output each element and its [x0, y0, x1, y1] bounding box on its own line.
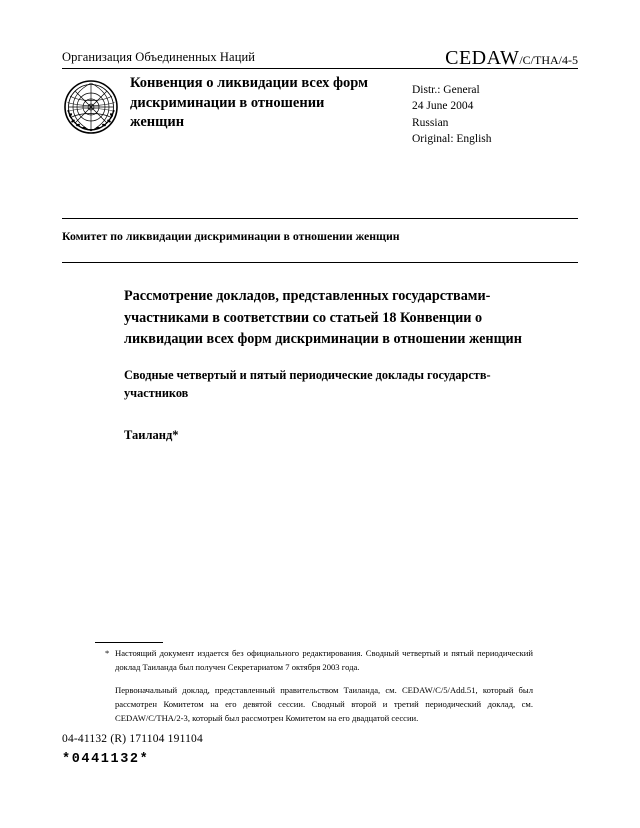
document-symbol	[445, 47, 578, 70]
distribution-line-3: Russian	[412, 116, 449, 129]
committee-divider-top	[62, 218, 578, 219]
committee-divider-bottom	[62, 262, 578, 263]
barcode-text: *0441132*	[62, 752, 150, 767]
distribution-line-4: Original: English	[412, 132, 492, 145]
footnote-marker: *	[105, 648, 110, 658]
footnote-paragraph-1-text: Настоящий документ издается без официального редактирования. Сводный четвертый и пятый периодический доклад Таиланда был получен Секретариатом 7 октября 2003 года.	[115, 648, 533, 672]
footnote-divider	[95, 642, 163, 643]
convention-title: Конвенция о ликвидации всех форм дискриминации в отношении женщин	[130, 75, 369, 131]
country-name: Таиланд*	[124, 428, 179, 442]
footnote-block	[105, 647, 533, 726]
document-symbol-suffix: /C/THA/4-5	[519, 53, 578, 67]
footnote-paragraph-1	[105, 647, 533, 675]
organization-name: Организация Объединенных Наций	[62, 50, 256, 64]
report-title: Рассмотрение докладов, представленных государствами-участниками в соответствии со статьей 18 Конвенции о ликвидации всех форм дискриминации в отношении женщин	[124, 288, 522, 348]
distribution-line-1: Distr.: General	[412, 84, 480, 96]
footnote-paragraph-2: Первоначальный доклад, представленный правительством Таиланда, см. CEDAW/C/5/Add.51, который был рассмотрен Комитетом на его девятой сессии. Сводный второй и третий периодический доклад, см. CEDAW/C/THA/2-3, который был рассмотрен Комитетом на его двадцатой сессии.	[115, 684, 533, 723]
job-number: 04-41132 (R) 171104 191104	[62, 733, 203, 745]
distribution-block	[412, 82, 492, 147]
document-symbol-main: CEDAW	[445, 47, 520, 69]
un-emblem-icon	[64, 80, 118, 134]
distribution-line-2: 24 June 2004	[412, 100, 474, 113]
header-divider-top	[62, 68, 578, 69]
committee-name: Комитет по ликвидации дискриминации в отношении женщин	[62, 229, 400, 243]
report-subtitle: Сводные четвертый и пятый периодические доклады государств-участников	[124, 368, 491, 401]
